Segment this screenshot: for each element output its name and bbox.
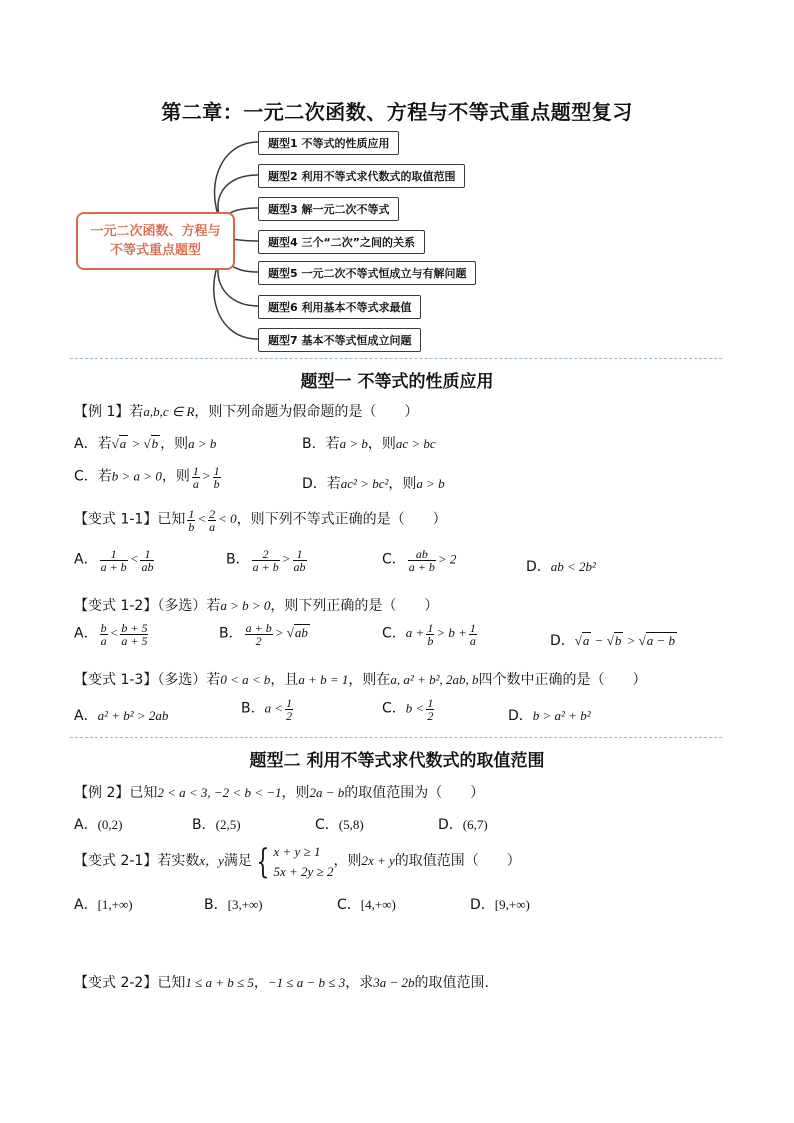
- option-d: [526, 556, 596, 576]
- option-math: a > b: [188, 436, 217, 451]
- option-label: C．: [382, 625, 406, 642]
- option-a-math: √a > √b: [111, 436, 159, 451]
- question-tag: 【变式 1-3】: [74, 672, 158, 688]
- option-math: b <: [405, 700, 425, 716]
- question-text: ，则: [281, 785, 310, 801]
- option-label: A．: [74, 708, 98, 724]
- option-c: [382, 622, 479, 647]
- option-fraction: $\frac{1}{2}$: [286, 696, 293, 723]
- option-d: [508, 705, 591, 725]
- option-math: a² + b² > 2ab: [97, 708, 169, 723]
- condition-math: 2 < a < 3, −2 < b < −1: [157, 785, 282, 800]
- option-d: [550, 630, 677, 650]
- question-text: 四个数中正确的是（ ）: [478, 672, 647, 688]
- option-math: $\frac{a + b}{2}$ > √ab: [245, 621, 308, 648]
- option-label: A．: [74, 897, 98, 913]
- option-math: [4,+∞): [360, 897, 396, 912]
- question-text: （多选）若: [157, 598, 221, 614]
- question-text: ，求: [345, 975, 374, 991]
- mindmap-branch-4: 题型4 三个“二次”之间的关系: [258, 230, 425, 254]
- variable-math: x，y: [199, 853, 224, 869]
- question-text: 的取值范围为（ ）: [344, 785, 485, 801]
- option-math: b > a > 0: [111, 468, 162, 484]
- option-label: D．: [526, 559, 551, 575]
- option-a: [74, 433, 216, 453]
- option-c: [74, 465, 223, 490]
- option-a: [74, 894, 133, 914]
- condition-math: 2a − b: [309, 785, 345, 800]
- option-math: ac² > bc²: [340, 476, 389, 491]
- option-math: ab < 2b²: [550, 559, 596, 574]
- option-text: ，则: [367, 436, 396, 452]
- option-math: a <: [264, 700, 284, 716]
- option-label: A．若: [74, 436, 112, 452]
- option-label: B．若: [302, 436, 340, 452]
- variant-2-2-question: [74, 972, 489, 992]
- option-b: [241, 697, 295, 722]
- option-label: C．: [382, 551, 406, 568]
- option-a: [74, 814, 123, 834]
- condition-math: 0 < a < b: [220, 672, 271, 687]
- option-math: $\frac{ab}{a + b}$: [408, 547, 435, 574]
- inequality-system: [274, 842, 334, 882]
- option-label: B．: [192, 817, 216, 833]
- question-text: 已知: [129, 785, 158, 801]
- option-math: $\frac{b}{a}$ < $\frac{b + 5}{a + 5}$: [100, 621, 148, 648]
- option-text: ，则: [160, 436, 189, 452]
- question-text: 已知: [157, 511, 186, 528]
- option-label: C．若: [74, 468, 112, 485]
- section-divider: [70, 737, 722, 738]
- option-d: [470, 894, 530, 914]
- mindmap-center: [76, 212, 235, 270]
- question-text: 若实数: [157, 853, 200, 870]
- variant-1-2-question: [74, 595, 438, 615]
- example-2-question: [74, 782, 484, 802]
- question-text: （多选）若: [157, 672, 221, 688]
- option-c: [382, 548, 456, 573]
- condition-math: a > b > 0: [220, 598, 271, 613]
- mindmap-branch-5: 题型5 一元二次不等式恒成立与有解问题: [258, 261, 476, 285]
- question-tag: 【变式 2-2】: [74, 975, 158, 991]
- example-1-question: [74, 401, 418, 421]
- mindmap-center-line2: 不等式重点题型: [109, 243, 201, 258]
- option-math: √a − √b > √a − b: [574, 633, 676, 648]
- question-text: ，则: [333, 853, 362, 870]
- option-fraction: $\frac{1}{2}$: [427, 696, 434, 723]
- question-text: 已知: [157, 975, 186, 991]
- option-c: [337, 894, 396, 914]
- question-text: 若: [129, 404, 144, 420]
- option-label: B．: [226, 551, 250, 568]
- question-text: ，: [253, 975, 268, 991]
- variant-2-1-question: [74, 842, 521, 882]
- option-math: (5,8): [338, 817, 364, 832]
- mindmap-branch-2: 题型2 利用不等式求代数式的取值范围: [258, 164, 465, 188]
- option-label: B．: [219, 625, 243, 642]
- option-d: [438, 814, 488, 834]
- mindmap-branch-6: 题型6 利用基本不等式求最值: [258, 295, 421, 319]
- question-tag: 【例 1】: [74, 404, 130, 420]
- question-tag: 【变式 1-2】: [74, 598, 158, 614]
- option-text: ，则: [161, 468, 190, 485]
- option-b: [226, 548, 309, 573]
- option-math: (6,7): [462, 817, 488, 832]
- condition-math: 3a − 2b: [373, 975, 415, 990]
- option-d: [302, 473, 445, 493]
- option-math: [1,+∞): [97, 897, 133, 912]
- question-text: ，则在: [348, 672, 391, 688]
- mindmap-branch-3: 题型3 解一元二次不等式: [258, 197, 399, 221]
- system-line-1: x + y ≥ 1: [273, 844, 321, 859]
- option-label: C．: [315, 817, 339, 833]
- question-text: 满足: [223, 853, 252, 870]
- option-label: D．: [438, 817, 463, 833]
- option-label: C．: [337, 897, 361, 913]
- option-math: $\frac{2}{a + b}$ > $\frac{1}{ab}$: [252, 547, 306, 574]
- question-tag: 【变式 2-1】: [74, 853, 158, 870]
- variant-1-3-question: [74, 669, 647, 689]
- option-label: C．: [382, 700, 406, 717]
- option-a: [74, 548, 156, 573]
- option-math: [9,+∞): [494, 897, 530, 912]
- option-b: [302, 433, 436, 453]
- option-math: ac > bc: [395, 436, 436, 451]
- option-text: ，则: [388, 476, 417, 492]
- question-text: ，则下列正确的是（ ）: [270, 598, 439, 614]
- system-line-2: 5x + 2y ≥ 2: [273, 864, 334, 879]
- page-title: 第二章：一元二次函数、方程与不等式重点题型复习: [161, 100, 633, 124]
- option-a: [74, 622, 150, 647]
- condition-math: a,b,c ∈ R: [143, 404, 195, 419]
- option-b: [204, 894, 263, 914]
- condition-math: a + b = 1: [298, 672, 349, 687]
- section-divider: [70, 358, 722, 359]
- option-math: (2,5): [215, 817, 241, 832]
- condition-math: −1 ≤ a − b ≤ 3: [267, 975, 346, 990]
- question-text: 的取值范围.: [414, 975, 489, 991]
- question-text: 的取值范围（ ）: [394, 853, 521, 870]
- option-c-math: $\frac{1}{a}$ > $\frac{1}{b}$: [192, 464, 220, 491]
- option-c: [382, 697, 436, 722]
- system-brace: {: [256, 842, 270, 882]
- condition-math: a, a² + b², 2ab, b: [390, 672, 479, 687]
- option-b: [192, 814, 241, 834]
- option-math: a + $\frac{1}{b}$ > b + $\frac{1}{a}$: [405, 621, 476, 648]
- option-label: A．: [74, 817, 98, 833]
- option-math: a > b: [416, 476, 445, 491]
- option-label: B．: [204, 897, 228, 913]
- question-tag: 【变式 1-1】: [74, 511, 158, 528]
- question-tag: 【例 2】: [74, 785, 130, 801]
- option-label: D．: [470, 897, 495, 913]
- option-label: A．: [74, 551, 98, 568]
- variant-1-1-question: [74, 508, 447, 533]
- question-text: ，则下列不等式正确的是（ ）: [236, 511, 447, 528]
- condition-math: 1 ≤ a + b ≤ 5: [185, 975, 254, 990]
- option-label: D．若: [302, 476, 341, 492]
- condition-math: $\frac{1}{b}$ < $\frac{2}{a}$ < 0: [188, 507, 237, 534]
- section-title-2: 题型二 利用不等式求代数式的取值范围: [249, 751, 545, 771]
- mindmap-branch-1: 题型1 不等式的性质应用: [258, 131, 399, 155]
- section-title-1: 题型一 不等式的性质应用: [300, 372, 494, 392]
- option-b: [219, 622, 310, 647]
- mindmap-center-line1: 一元二次函数、方程与: [90, 224, 221, 239]
- option-math: b > a² + b²: [532, 708, 591, 723]
- option-c: [315, 814, 364, 834]
- option-math: [3,+∞): [227, 897, 263, 912]
- option-math: $\frac{1}{a + b}$ < $\frac{1}{ab}$: [100, 547, 154, 574]
- question-text: ，则下列命题为假命题的是（ ）: [194, 404, 419, 420]
- option-label: B．: [241, 700, 265, 717]
- mindmap-branch-7: 题型7 基本不等式恒成立问题: [258, 328, 421, 352]
- option-math: (0,2): [97, 817, 123, 832]
- option-label: D．: [508, 708, 533, 724]
- option-math: a > b: [339, 436, 368, 451]
- option-label: D．: [550, 633, 575, 649]
- question-text: ，且: [270, 672, 299, 688]
- option-label: A．: [74, 625, 98, 642]
- option-a: [74, 705, 168, 725]
- option-math: > 2: [437, 551, 457, 567]
- condition-math: 2x + y: [361, 853, 395, 869]
